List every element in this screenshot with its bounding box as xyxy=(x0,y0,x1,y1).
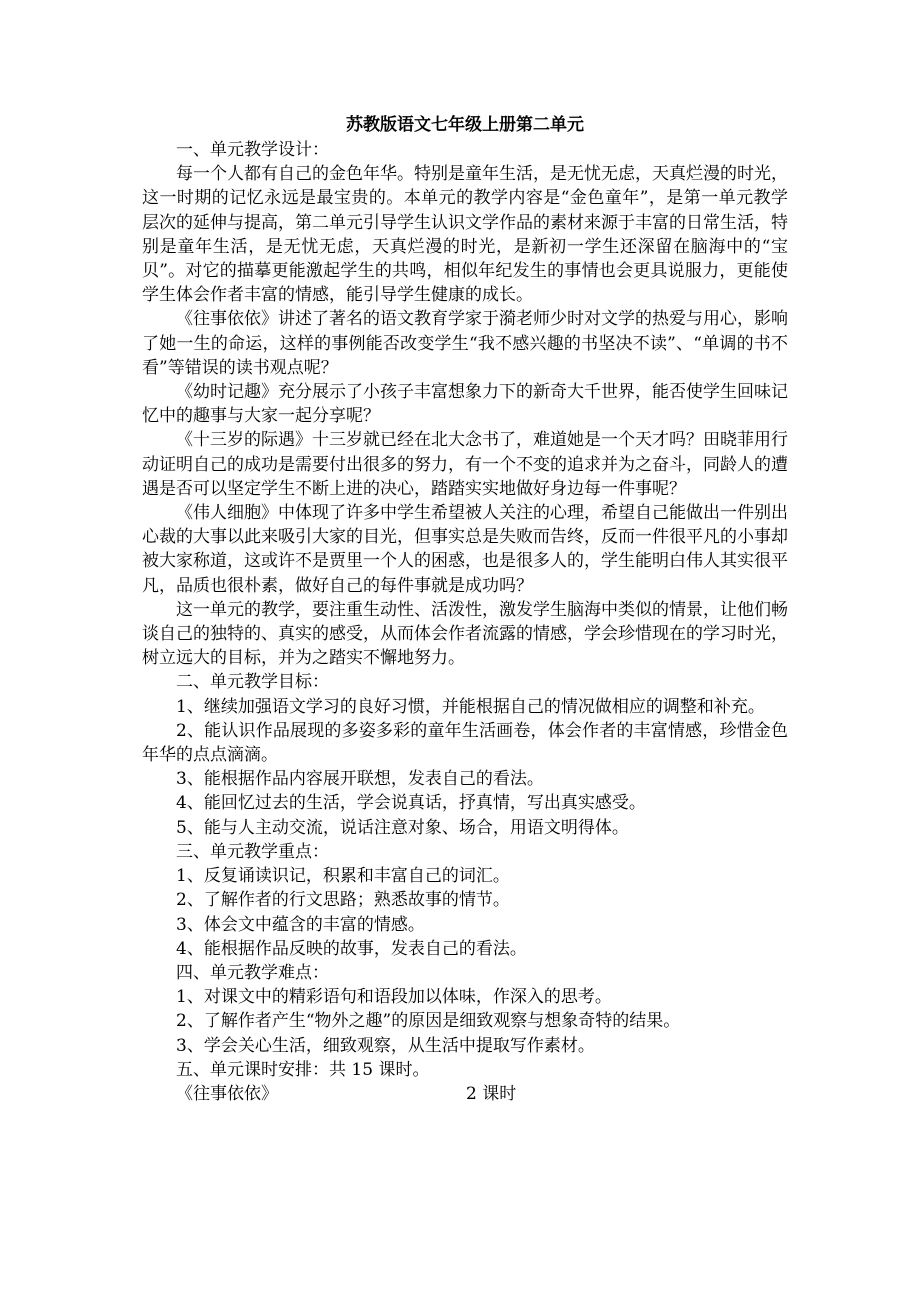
goal-item: 2、能认识作品展现的多姿多彩的童年生活画卷，体会作者的丰富情感，珍惜金色年华的点点滴滴。 xyxy=(142,720,788,766)
design-paragraph: 《幼时记趣》充分展示了小孩子丰富想象力下的新奇大千世界，能否使学生回味记忆中的趣事与大家一起分享呢？ xyxy=(142,382,788,427)
section-heading-design: 一、单元教学设计： xyxy=(176,140,329,160)
focus-item: 1、反复诵读识记，积累和丰富自己的词汇。 xyxy=(176,866,510,887)
schedule-lesson: 《往事依依》 xyxy=(176,1083,278,1104)
section-heading-focus: 三、单元教学重点： xyxy=(176,841,329,862)
document-page xyxy=(142,112,788,1106)
goal-item: 3、能根据作品内容展开联想，发表自己的看法。 xyxy=(176,769,544,790)
focus-item: 4、能根据作品反映的故事，发表自己的看法。 xyxy=(176,938,527,959)
section-heading-goals: 二、单元教学目标： xyxy=(176,672,329,693)
design-paragraph: 《往事依依》讲述了著名的语文教育学家于漪老师少时对文学的热爱与用心，影响了她一生的命运，这样的事例能否改变学生“我不感兴趣的书坚决不读”、“单调的书不看”等错误的读书观点呢？ xyxy=(142,309,788,378)
difficulty-item: 2、了解作者产生“物外之趣”的原因是细致观察与想象奇特的结果。 xyxy=(176,1011,681,1032)
focus-item: 3、体会文中蕴含的丰富的情感。 xyxy=(176,914,425,935)
schedule-hours: 2 课时 xyxy=(466,1083,517,1104)
goal-item: 1、继续加强语文学习的良好习惯，并能根据自己的情况做相应的调整和补充。 xyxy=(176,696,765,717)
schedule-row xyxy=(142,1082,788,1106)
design-paragraph: 《十三岁的际遇》十三岁就已经在北大念书了，难道她是一个天才吗？田晓菲用行动证明自己的成功是需要付出很多的努力，有一个不变的追求并为之奋斗，同龄人的遭遇是否可以坚定学生不断上进的决心，踏踏实实地做好身边每一件事呢？ xyxy=(142,430,788,499)
design-paragraph: 每一个人都有自己的金色年华。特别是童年生活，是无忧无虑，天真烂漫的时光，这一时期的记忆永远是最宝贵的。本单元的教学内容是“金色童年”，是第一单元教学层次的延伸与提高，第二单元引导学生认识文学作品的素材来源于丰富的日常生活，特别是童年生活，是无忧无虑，天真烂漫的时光，是新初一学生还深留在脑海中的“宝贝”。对它的描摹更能激起学生的共鸣，相似年纪发生的事情也会更具说服力，更能使学生体会作者丰富的情感，能引导学生健康的成长。 xyxy=(142,164,788,306)
section-heading-schedule: 五、单元课时安排：共 15 课时。 xyxy=(176,1059,430,1080)
section-heading-difficulty: 四、单元教学难点： xyxy=(176,962,329,983)
design-paragraph: 这一单元的教学，要注重生动性、活泼性，激发学生脑海中类似的情景，让他们畅谈自己的独特的、真实的感受，从而体会作者流露的情感，学会珍惜现在的学习时光，树立远大的目标，并为之踏实不懈地努力。 xyxy=(142,599,788,669)
goal-item: 4、能回忆过去的生活，学会说真话，抒真情，写出真实感受。 xyxy=(176,793,646,814)
design-paragraph: 《伟人细胞》中体现了许多中学生希望被人关注的心理，希望自己能做出一件别出心裁的大事以此来吸引大家的目光，但事实总是失败而告终，反而一件很平凡的小事却被大家称道，这或许不是贾里一个人的困惑，也是很多人的，学生能明白伟人其实很平凡，品质也很朴素，做好自己的每件事就是成功吗？ xyxy=(142,503,788,596)
focus-item: 2、了解作者的行文思路；熟悉故事的情节。 xyxy=(176,890,510,911)
document-title: 苏教版语文七年级上册第二单元 xyxy=(346,115,584,135)
difficulty-item: 3、学会关心生活，细致观察，从生活中提取写作素材。 xyxy=(176,1035,595,1056)
goal-item: 5、能与人主动交流，说话注意对象、场合，用语文明得体。 xyxy=(176,817,629,838)
difficulty-item: 1、对课文中的精彩语句和语段加以体味，作深入的思考。 xyxy=(176,987,612,1008)
